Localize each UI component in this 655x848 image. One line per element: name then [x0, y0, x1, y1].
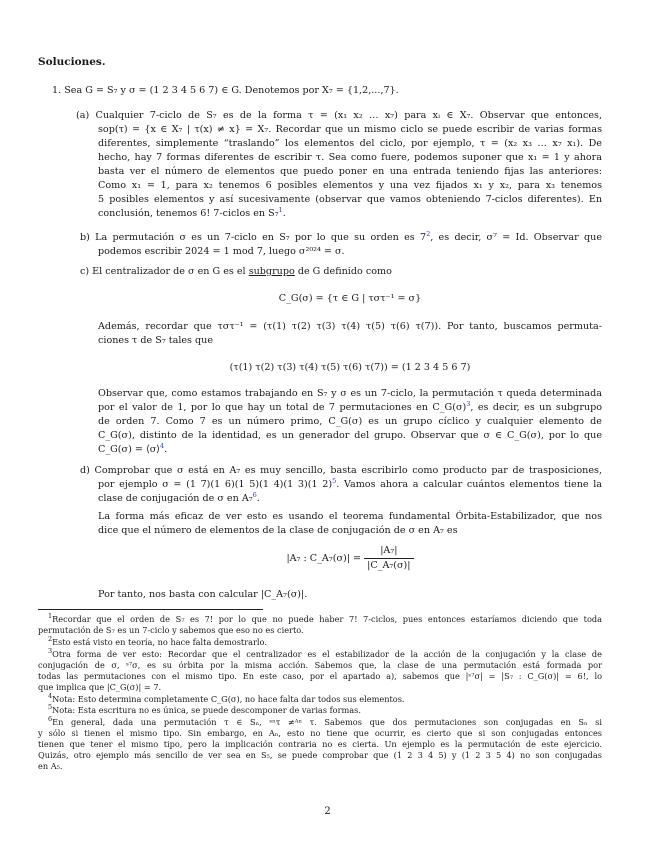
permutation-equation: (τ(1) τ(2) τ(3) τ(4) τ(5) τ(6) τ(7)) = (1 2 3 4 5 6 7) [229, 362, 471, 373]
footnote-ref-3[interactable]: 3 [466, 400, 471, 408]
part-d-line [98, 492, 260, 505]
part-a-line: (a) Cualquier 7-ciclo de S₇ es de la forma τ = (x₁ x₂ … x₇) para xᵢ ∈ X₇. Observar que entonces, [76, 110, 602, 121]
part-c-text: de G definido como [294, 266, 392, 277]
section-heading: Soluciones. [38, 56, 106, 68]
part-c-text: c) El centralizador de σ en G es el [80, 266, 249, 277]
part-a-line: diferentes, simplemente “traslando” los elementos del ciclo, por ejemplo, τ = (x₂ x₃ … x₇ x₁). De [98, 138, 602, 149]
fraction [364, 544, 413, 573]
part-c-line [80, 265, 392, 278]
part-a-line: hecho, hay 7 formas diferentes de escribir τ. Sea como fuere, podemos suponer que x₁ = 1 y ahora [98, 152, 602, 163]
part-b-text: b) La permutación σ es un 7-ciclo en S₇ por lo que su orden es 7 [80, 232, 427, 243]
part-a-text: conclusión, tenemos 6! 7-ciclos en S₇ [98, 208, 279, 219]
part-c-text: . [164, 444, 168, 455]
centralizer-formula: C_G(σ) = {τ ∈ G | τστ⁻¹ = σ} [278, 293, 422, 304]
footnote-5 [48, 705, 361, 716]
footnote-3-cont: que implica que |C_G(σ)| = 7. [38, 682, 162, 692]
part-b-text: , es decir, σ⁷ = Id. Observar que [430, 232, 602, 243]
part-c-line: C_G(σ), distinto de la identidad, es un generador del grupo. Observar que σ ∈ C_G(σ), por lo que [98, 430, 602, 441]
part-c-line: Observar que, como estamos trabajando en S₇ y σ es un 7-ciclo, la permutación τ queda determinada [98, 388, 602, 399]
part-c-line: de orden 7. Como 7 es un número primo, C_G(σ) es un grupo cíclico y cualquier elemento de [98, 416, 602, 427]
footnote-mark: 6 [48, 715, 53, 723]
part-c-text: , es decir, es un subgrupo [470, 402, 603, 413]
part-b-line: podemos escribir 2024 = 1 mod 7, luego σ²⁰²⁴ = σ. [98, 246, 345, 257]
part-c-line: ciones τ de S₇ tales que [98, 335, 214, 346]
part-d-text: clase de conjugación de σ en A₇ [98, 493, 253, 504]
footnote-3-cont: conjugación de σ, ˢ⁷σ, es su órbita por la misma acción. Sabemos que, la clase de una permutación está formada por [38, 660, 602, 670]
footnote-text: Otra forma de ver esto: Recordar que el centralizador es el estabilizador de la acción de la conjugación y la clase de [52, 649, 602, 659]
footnote-6 [48, 717, 602, 728]
part-c-line [98, 443, 167, 456]
footnote-ref-2[interactable]: 2 [426, 230, 431, 238]
footnote-6-cont: tienen que tener el mismo tipo, pero la implicación contraria no es cierta. Un ejemplo es la permutación de este ejercicio. [38, 739, 602, 749]
footnote-ref-5[interactable]: 5 [332, 477, 337, 485]
footnote-text: En general, dada una permutación τ ∈ Sₙ, ˢⁿτ ≠ᴬⁿ τ. Sabemos que dos permutaciones son conjugadas en Sₙ si [52, 717, 602, 727]
part-d-text: . [256, 493, 260, 504]
footnote-3 [48, 649, 602, 660]
footnote-text: Recordar que el orden de S₇ es 7! por lo que no puede haber 7! 7-ciclos, pues entonces estaríamos diciendo que toda [52, 614, 602, 624]
footnote-mark: 1 [48, 612, 53, 620]
page-number: 2 [324, 806, 331, 817]
footnote-ref-4[interactable]: 4 [160, 442, 165, 450]
part-a-line: basta ver el número de elementos que puedo poner en una entrada teniendo fijas las anteriores: [98, 166, 602, 177]
footnote-6-cont: y sólo si tienen el mismo tipo. Sin embargo, en Aₙ, esto no tiene que ocurrir, es cierto que si son conjugadas entonces [38, 728, 602, 738]
footnote-mark: 5 [48, 703, 53, 711]
footnote-1-cont: permutación de S₇ es un 7-ciclo y sabemos que eso no es cierto. [38, 625, 304, 635]
footnote-mark: 4 [48, 692, 53, 700]
footnote-separator [38, 609, 263, 610]
part-a-line: Como x₁ = 1, para x₂ tenemos 6 posibles elementos y una vez fijados x₁ y x₂, para x₃ tenemos [98, 180, 602, 191]
footnote-mark: 2 [48, 635, 53, 643]
footnote-6-cont: en A₅. [38, 761, 63, 771]
footnote-6-cont: Quizás, otro ejemplo más sencillo de ver sea en S₅, se puede comprobar que (1 2 3 4 5) y (1 2 3 5 4) no son conjugadas [38, 750, 602, 760]
part-a-line: 5 posibles elementos y así sucesivamente (observar que vamos obteniendo 7-ciclos diferentes). En [98, 194, 602, 205]
fraction-denominator: |C_A₇(σ)| [367, 560, 411, 571]
footnote-ref-6[interactable]: 6 [252, 491, 257, 499]
part-d-line: d) Comprobar que σ está en A₇ es muy sencillo, basta escribirlo como producto par de trasposiciones, [80, 465, 602, 476]
subgrupo-link[interactable]: subgrupo [248, 266, 295, 277]
problem-1-statement: 1. Sea G = S₇ y σ = (1 2 3 4 5 6 7) ∈ G. Denotemos por X₇ = {1,2,...,7}. [52, 85, 399, 96]
part-c-text: por el valor de 1, por lo que hay un total de 7 permutaciones en C_G(σ) [98, 402, 467, 413]
footnote-3-cont: todas las permutaciones con el mismo tipo. En este caso, por el apartado a), sabemos que |ˢ⁷σ| = |S₇ : C_G(σ)| = 6!, lo [38, 671, 602, 681]
orbit-stabilizer-formula [98, 544, 602, 573]
footnote-4 [48, 694, 405, 705]
part-d-text: por ejemplo σ = (1 7)(1 6)(1 5)(1 4)(1 3)(1 2) [98, 479, 333, 490]
fraction-numerator: |A₇| [364, 544, 413, 559]
footnote-text: Esto está visto en teoría, no hace falta demostrarlo. [52, 637, 267, 647]
footnote-1 [48, 614, 602, 625]
part-d-line [98, 478, 602, 491]
footnote-text: Nota: Esta escritura no es única, se puede descomponer de varias formas. [52, 705, 361, 715]
part-c-line: Además, recordar que τστ⁻¹ = (τ(1) τ(2) τ(3) τ(4) τ(5) τ(6) τ(7)). Por tanto, buscamos permuta- [98, 321, 602, 332]
formula-lhs: |A₇ : C_A₇(σ)| = [286, 553, 362, 564]
part-c-line [98, 401, 602, 414]
footnote-ref-1[interactable]: 1 [278, 206, 283, 214]
part-a-line [98, 207, 286, 220]
footnote-mark: 3 [48, 647, 53, 655]
footnote-2 [48, 637, 267, 648]
part-a-line: sop(τ) = {x ∈ X₇ | τ(x) ≠ x} = X₇. Recordar que un mismo ciclo se puede escribir de varias formas [98, 124, 602, 135]
part-d-line: La forma más eficaz de ver esto es usando el teorema fundamental Órbita-Estabilizador, que nos [98, 511, 602, 522]
part-d-line: Por tanto, nos basta con calcular |C_A₇(σ)|. [98, 589, 308, 600]
part-d-line: dice que el número de elementos de la clase de conjugación de σ en A₇ es [98, 525, 458, 536]
part-b-line [80, 231, 602, 244]
part-d-text: . Vamos ahora a calcular cuántos elementos tiene la [336, 479, 602, 490]
part-c-text: C_G(σ) = ⟨σ⟩ [98, 444, 161, 455]
part-a-text-end: . [282, 208, 286, 219]
footnote-text: Nota: Esto determina completamente C_G(σ), no hace falta dar todos sus elementos. [52, 694, 405, 704]
